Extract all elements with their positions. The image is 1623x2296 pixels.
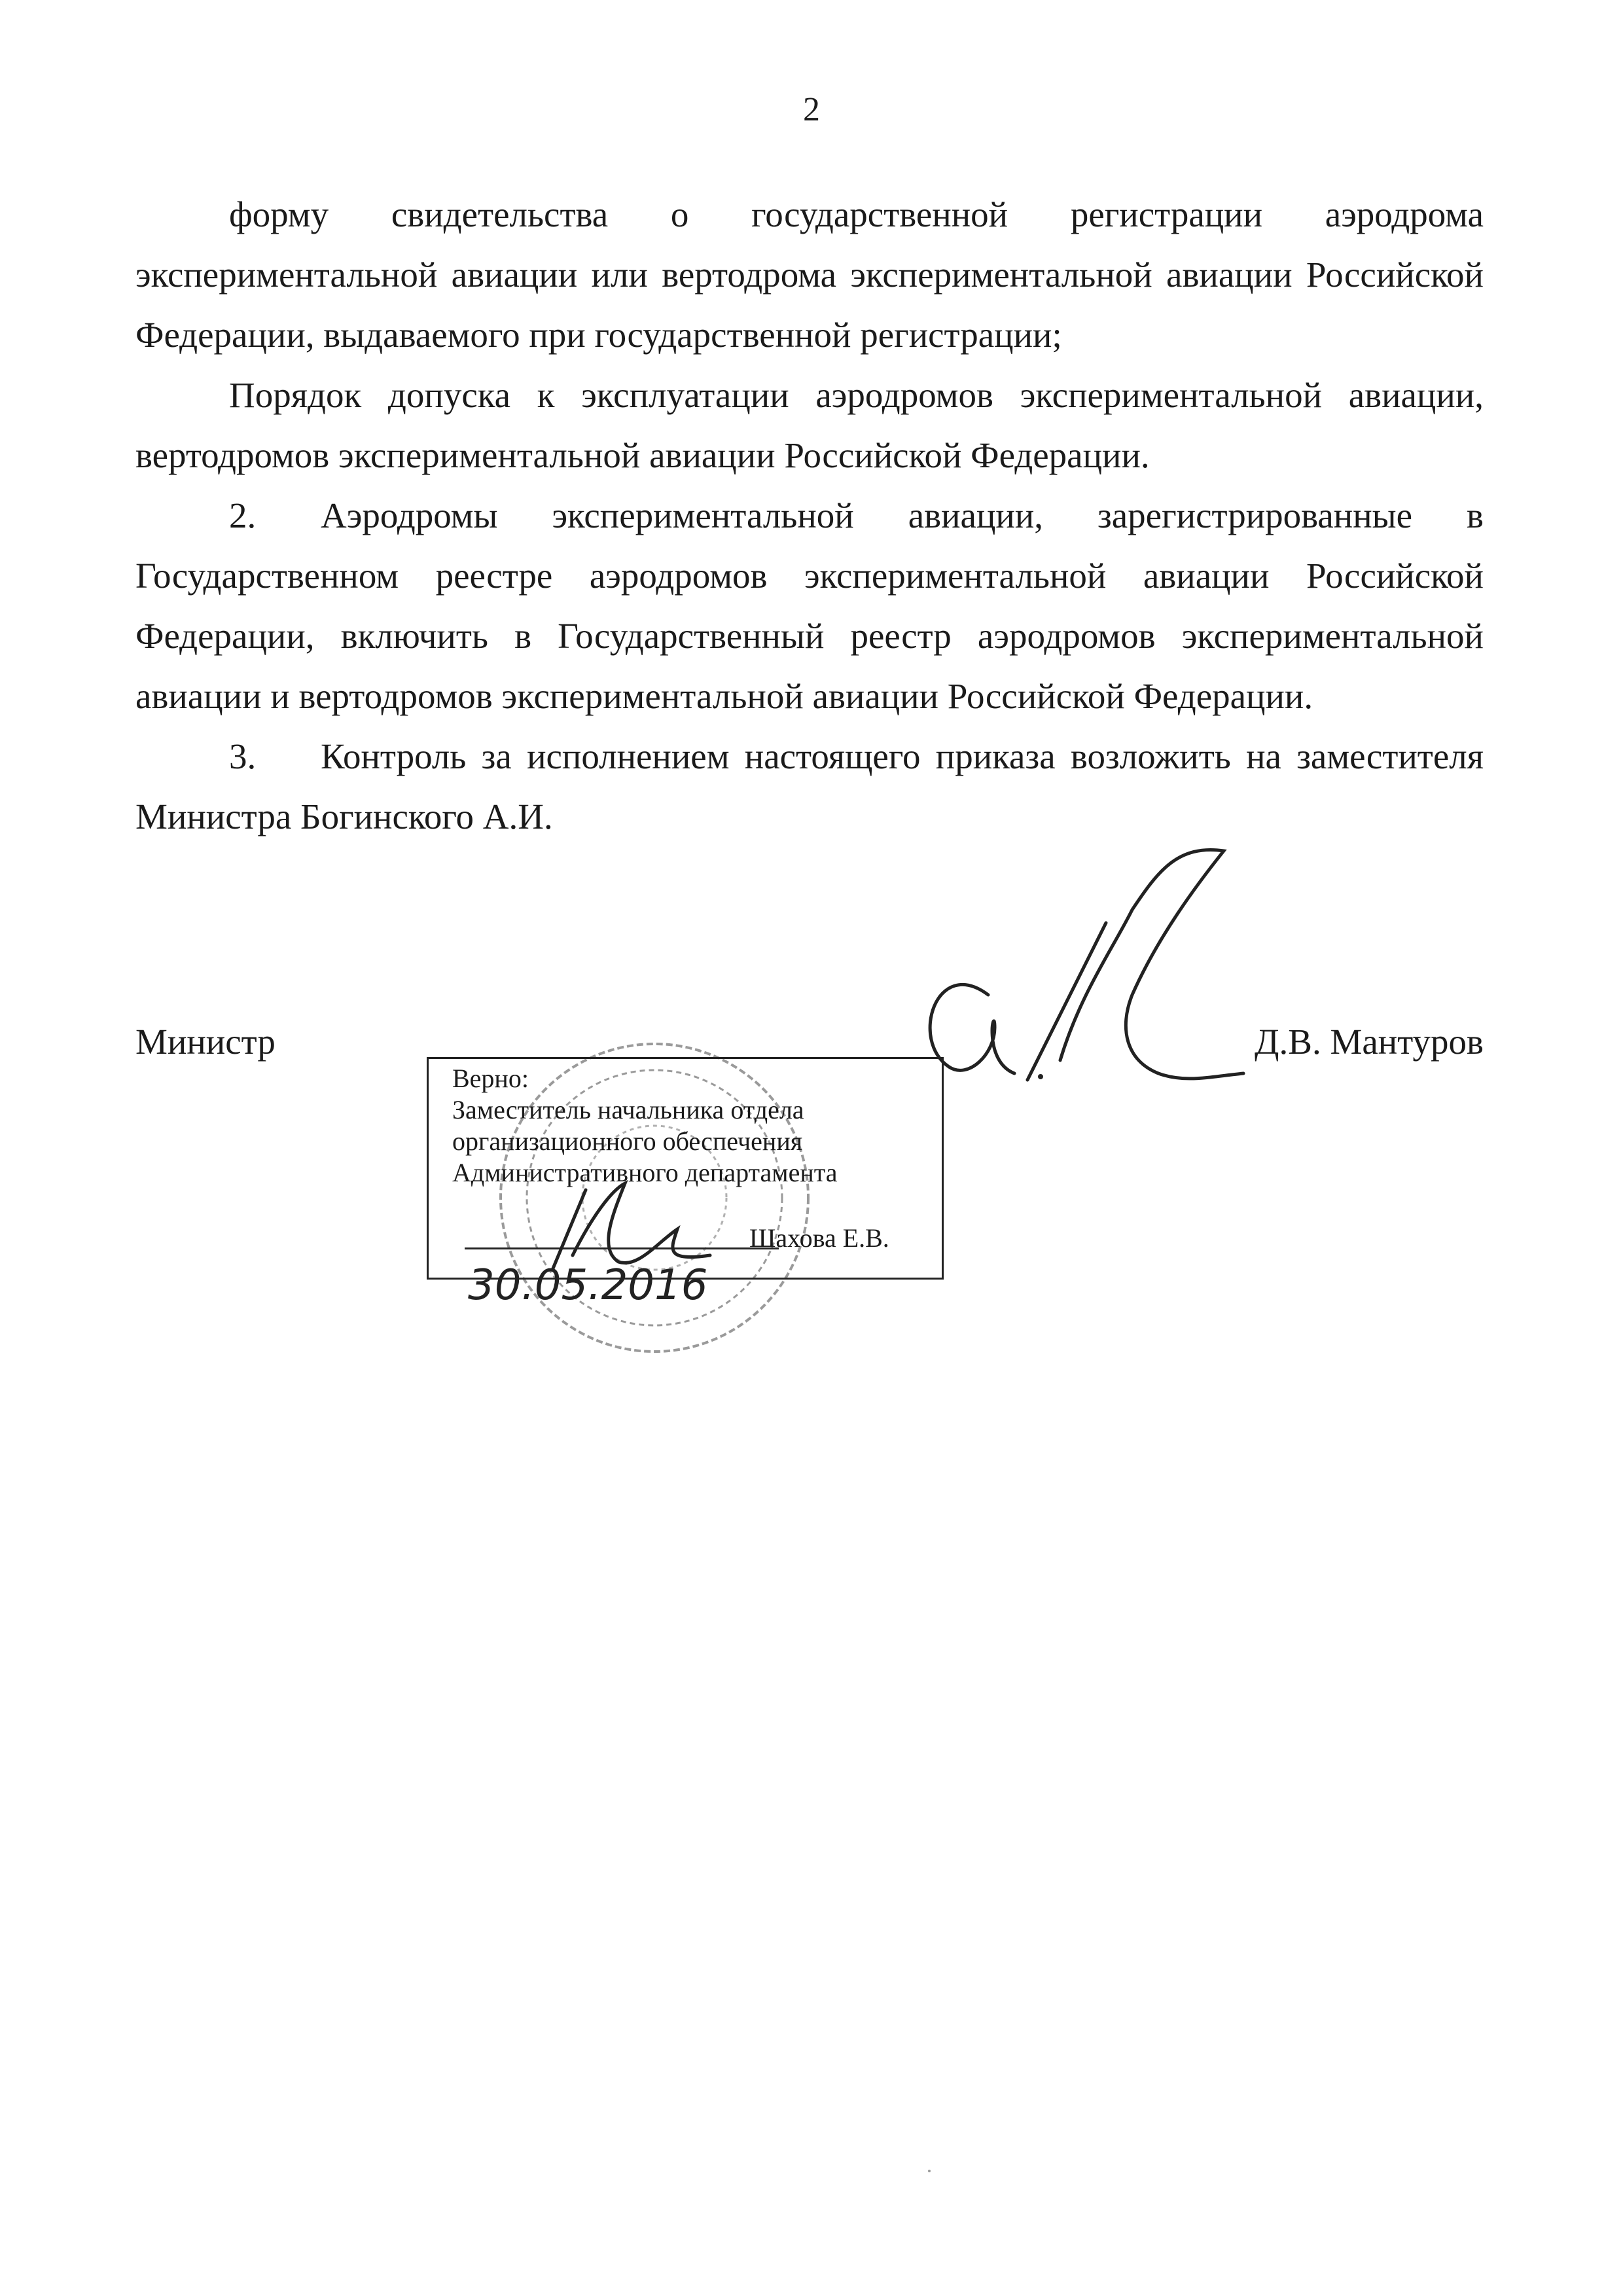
date-text: 30.05.2016	[468, 1261, 708, 1310]
cert-position-line: Заместитель начальника отдела	[452, 1095, 804, 1124]
handwritten-date	[461, 1247, 708, 1319]
cert-verified-label: Верно:	[452, 1064, 529, 1093]
item-number: 3.	[229, 736, 257, 776]
paragraph-admission-procedure: Порядок допуска к эксплуатации аэродромов экспериментальной авиации, вертодромов экспериментальной авиации Российской Федерации.	[135, 375, 1484, 475]
certification-box	[427, 1057, 944, 1280]
page-number: 2	[803, 91, 820, 128]
paragraph-certificate-form: форму свидетельства о государственной регистрации аэродрома экспериментальной авиации или вертодрома экспериментальной авиации Российской Федерации, выдаваемого при государственной регистрации;	[135, 194, 1484, 355]
numbered-item-3	[135, 726, 1484, 847]
item-text: Контроль за исполнением настоящего приказа возложить на заместителя Министра Богинского А.И.	[135, 736, 1484, 836]
scan-speck	[928, 2170, 931, 2172]
cert-signer-name: Шахова Е.В.	[749, 1223, 889, 1253]
cert-position-line: организационного обеспечения	[452, 1126, 803, 1156]
minister-signature	[897, 844, 1250, 1093]
signer-name: Д.В. Мантуров	[1255, 1022, 1484, 1062]
signer-title: Министр	[135, 1022, 276, 1062]
document-body	[135, 185, 1484, 847]
item-number: 2.	[229, 495, 257, 535]
numbered-item-2	[135, 486, 1484, 726]
cert-department-line: Административного департамента	[452, 1158, 838, 1187]
item-text: Аэродромы экспериментальной авиации, зарегистрированные в Государственном реестре аэродромов экспериментальной авиации Российской Федерации, включить в Государственный реестр аэродромов экспериментальной авиации и вертодромов экспериментальной авиации Российской Федерации.	[135, 495, 1484, 716]
